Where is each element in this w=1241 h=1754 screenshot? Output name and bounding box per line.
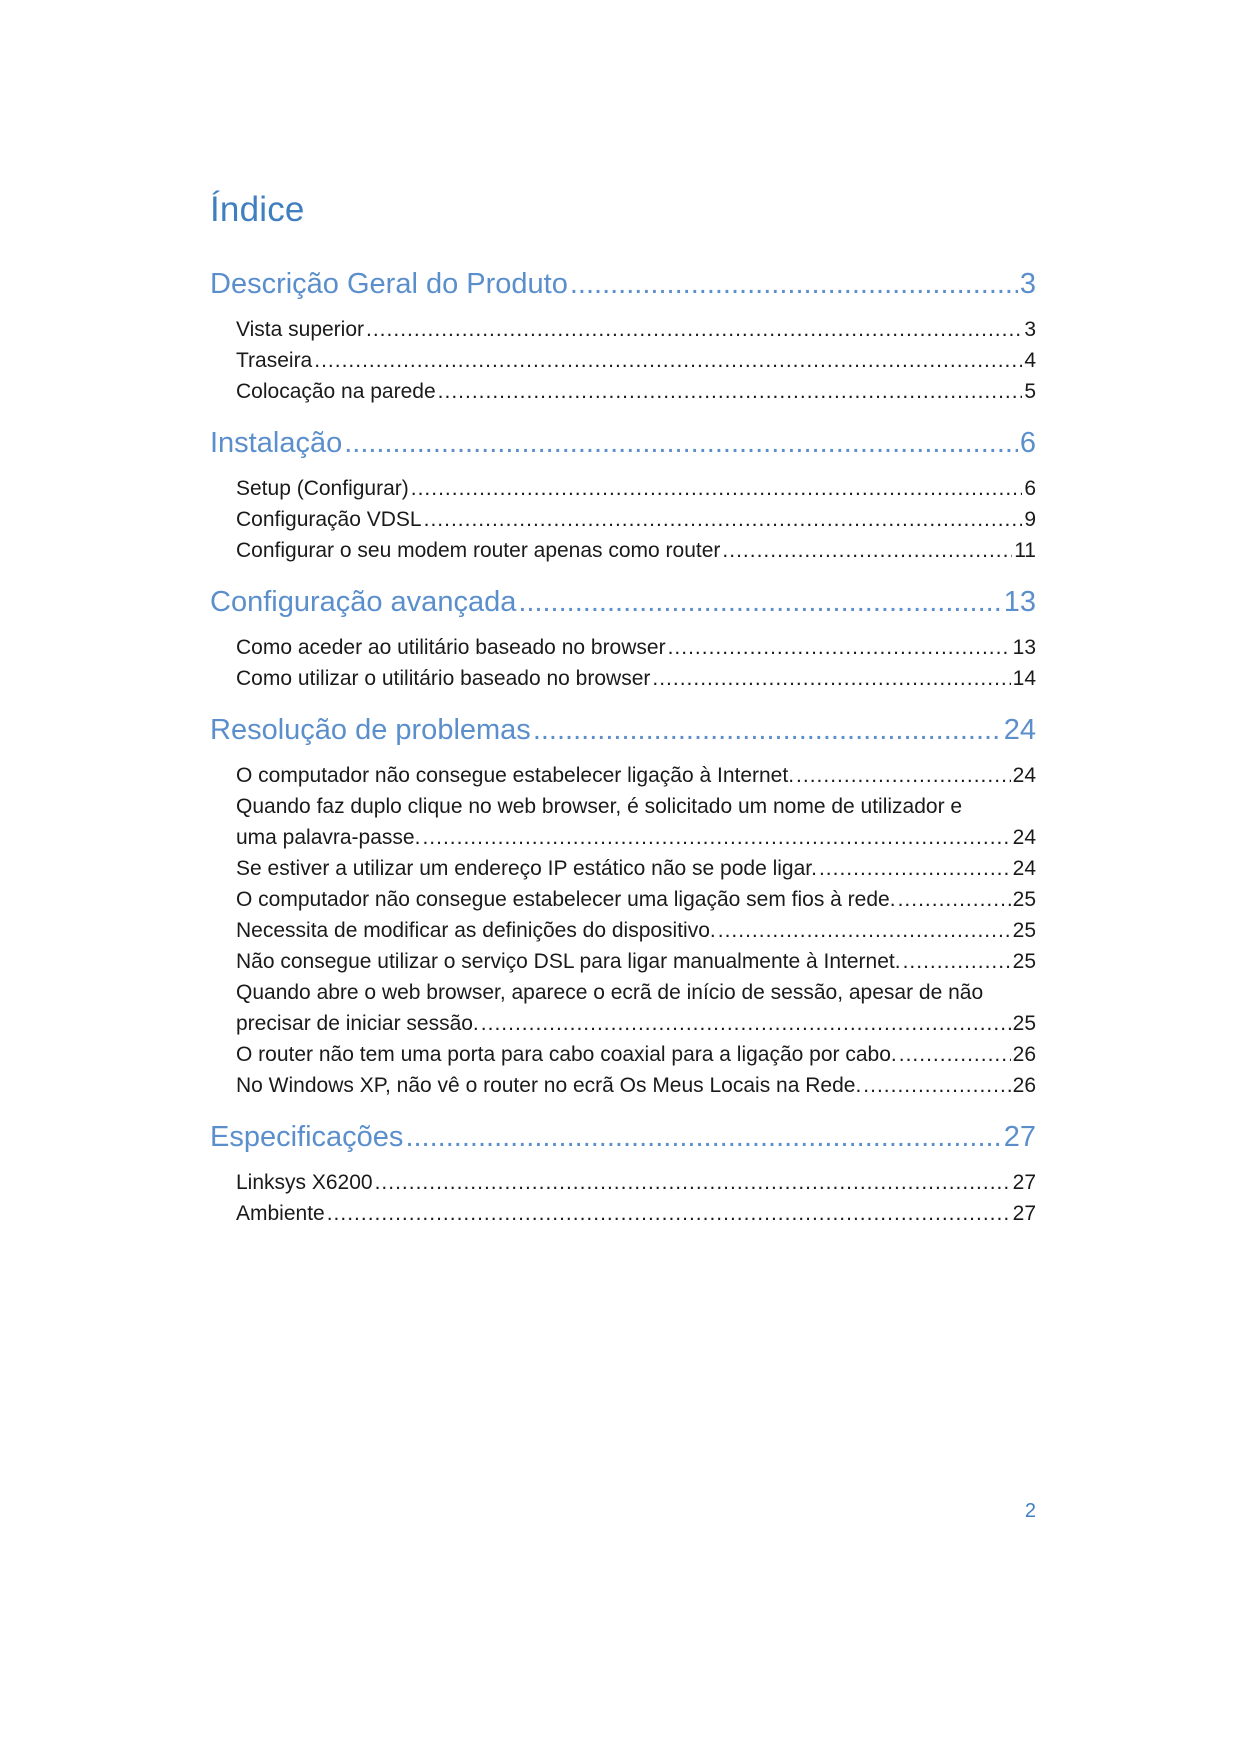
toc-entry[interactable] xyxy=(236,791,1036,853)
entry-label: O router não tem uma porta para cabo coaxial para a ligação por cabo. xyxy=(236,1043,897,1066)
entry-line2 xyxy=(236,822,1036,853)
entry-label: Vista superior xyxy=(236,318,365,341)
entry-label: Configuração VDSL xyxy=(236,508,422,531)
leader-dots xyxy=(796,760,1011,791)
entry-page: 4 xyxy=(1024,349,1036,372)
toc-entry[interactable] xyxy=(236,977,1036,1039)
entry-page: 25 xyxy=(1012,1012,1036,1035)
leader-dots xyxy=(819,853,1011,884)
toc-entries xyxy=(210,314,1036,407)
leader-dots xyxy=(438,376,1023,407)
leader-dots xyxy=(327,1198,1011,1229)
toc-entry[interactable] xyxy=(236,632,1036,663)
entry-page: 25 xyxy=(1012,888,1036,911)
toc-entry[interactable] xyxy=(236,504,1036,535)
toc-section xyxy=(210,586,1036,694)
toc-entry[interactable] xyxy=(236,946,1036,977)
section-title: Instalação xyxy=(210,427,343,459)
entry-page: 9 xyxy=(1024,508,1036,531)
toc-section-heading[interactable] xyxy=(210,268,1036,310)
toc-section xyxy=(210,427,1036,566)
toc-entry[interactable] xyxy=(236,376,1036,407)
entry-label: Setup (Configurar) xyxy=(236,477,409,500)
section-page: 27 xyxy=(1003,1121,1036,1153)
toc-section xyxy=(210,268,1036,407)
toc-entry[interactable] xyxy=(236,314,1036,345)
toc-entry[interactable] xyxy=(236,915,1036,946)
leader-dots xyxy=(722,535,1012,566)
entry-label-line1: Quando abre o web browser, aparece o ecrã de início de sessão, apesar de não xyxy=(236,981,984,1004)
leader-dots xyxy=(903,946,1011,977)
entry-page: 6 xyxy=(1024,477,1036,500)
leader-dots xyxy=(518,586,1001,619)
section-page: 3 xyxy=(1019,268,1036,300)
leader-dots xyxy=(533,714,1002,747)
leader-dots xyxy=(424,504,1023,535)
entry-page: 14 xyxy=(1012,667,1036,690)
section-title: Especificações xyxy=(210,1121,404,1153)
leader-dots xyxy=(652,663,1010,694)
toc-section xyxy=(210,1121,1036,1229)
entry-page: 26 xyxy=(1012,1074,1036,1097)
entry-page: 27 xyxy=(1012,1202,1036,1225)
toc-title: Índice xyxy=(210,190,305,229)
entry-line2 xyxy=(236,1008,1036,1039)
section-title: Configuração avançada xyxy=(210,586,517,618)
entry-label: Traseira xyxy=(236,349,313,372)
toc-section-heading[interactable] xyxy=(210,586,1036,628)
section-title: Resolução de problemas xyxy=(210,714,531,746)
toc-section-heading[interactable] xyxy=(210,427,1036,469)
leader-dots xyxy=(570,268,1018,301)
toc-entry[interactable] xyxy=(236,345,1036,376)
leader-dots xyxy=(668,632,1011,663)
toc-entry[interactable] xyxy=(236,1167,1036,1198)
entry-label: O computador não consegue estabelecer ligação à Internet. xyxy=(236,764,795,787)
entry-page: 26 xyxy=(1012,1043,1036,1066)
leader-dots xyxy=(405,1121,1001,1154)
entry-label: Se estiver a utilizar um endereço IP estático não se pode ligar. xyxy=(236,857,817,880)
toc-entry[interactable] xyxy=(236,853,1036,884)
entry-label-line1: Quando faz duplo clique no web browser, é solicitado um nome de utilizador e xyxy=(236,795,963,818)
section-title: Descrição Geral do Produto xyxy=(210,268,568,300)
entry-label: No Windows XP, não vê o router no ecrã Os Meus Locais na Rede. xyxy=(236,1074,862,1097)
toc-entry[interactable] xyxy=(236,663,1036,694)
leader-dots xyxy=(899,1039,1011,1070)
toc-entry[interactable] xyxy=(236,1070,1036,1101)
entry-page: 5 xyxy=(1024,380,1036,403)
leader-dots xyxy=(375,1167,1011,1198)
toc-entry[interactable] xyxy=(236,760,1036,791)
entry-page: 24 xyxy=(1012,857,1036,880)
entry-label: O computador não consegue estabelecer uma ligação sem fios à rede. xyxy=(236,888,896,911)
entry-label: Configurar o seu modem router apenas como router xyxy=(236,539,721,562)
leader-dots xyxy=(422,822,1010,853)
leader-dots xyxy=(718,915,1011,946)
toc-entries xyxy=(210,473,1036,566)
section-page: 13 xyxy=(1003,586,1036,618)
toc-section-heading[interactable] xyxy=(210,714,1036,756)
entry-label-line2: uma palavra-passe. xyxy=(236,826,421,849)
leader-dots xyxy=(411,473,1023,504)
entry-label: Linksys X6200 xyxy=(236,1171,373,1194)
leader-dots xyxy=(344,427,1018,460)
toc-entry[interactable] xyxy=(236,1039,1036,1070)
toc-entries xyxy=(210,760,1036,1101)
entry-label: Colocação na parede xyxy=(236,380,436,403)
entry-page: 25 xyxy=(1012,919,1036,942)
page-number: 2 xyxy=(1024,1500,1036,1522)
entry-label: Ambiente xyxy=(236,1202,325,1225)
toc-entry[interactable] xyxy=(236,535,1036,566)
leader-dots xyxy=(863,1070,1010,1101)
leader-dots xyxy=(314,345,1022,376)
entry-label: Não consegue utilizar o serviço DSL para ligar manualmente à Internet. xyxy=(236,950,901,973)
entry-page: 13 xyxy=(1012,636,1036,659)
entry-page: 24 xyxy=(1012,826,1036,849)
entry-page: 24 xyxy=(1012,764,1036,787)
entry-page: 3 xyxy=(1024,318,1036,341)
entry-label: Necessita de modificar as definições do dispositivo. xyxy=(236,919,716,942)
toc-entry[interactable] xyxy=(236,473,1036,504)
toc-section xyxy=(210,714,1036,1101)
toc-entries xyxy=(210,1167,1036,1229)
section-page: 24 xyxy=(1003,714,1036,746)
leader-dots xyxy=(366,314,1022,345)
toc-entries xyxy=(210,632,1036,694)
section-page: 6 xyxy=(1019,427,1036,459)
toc-entry[interactable] xyxy=(236,1198,1036,1229)
table-of-contents xyxy=(210,268,1036,1249)
leader-dots xyxy=(481,1008,1011,1039)
entry-label: Como utilizar o utilitário baseado no browser xyxy=(236,667,651,690)
leader-dots xyxy=(898,884,1011,915)
toc-section-heading[interactable] xyxy=(210,1121,1036,1163)
entry-page: 11 xyxy=(1014,539,1036,562)
entry-label-line2: precisar de iniciar sessão. xyxy=(236,1012,479,1035)
entry-page: 25 xyxy=(1012,950,1036,973)
entry-label: Como aceder ao utilitário baseado no browser xyxy=(236,636,666,659)
entry-page: 27 xyxy=(1012,1171,1036,1194)
toc-entry[interactable] xyxy=(236,884,1036,915)
